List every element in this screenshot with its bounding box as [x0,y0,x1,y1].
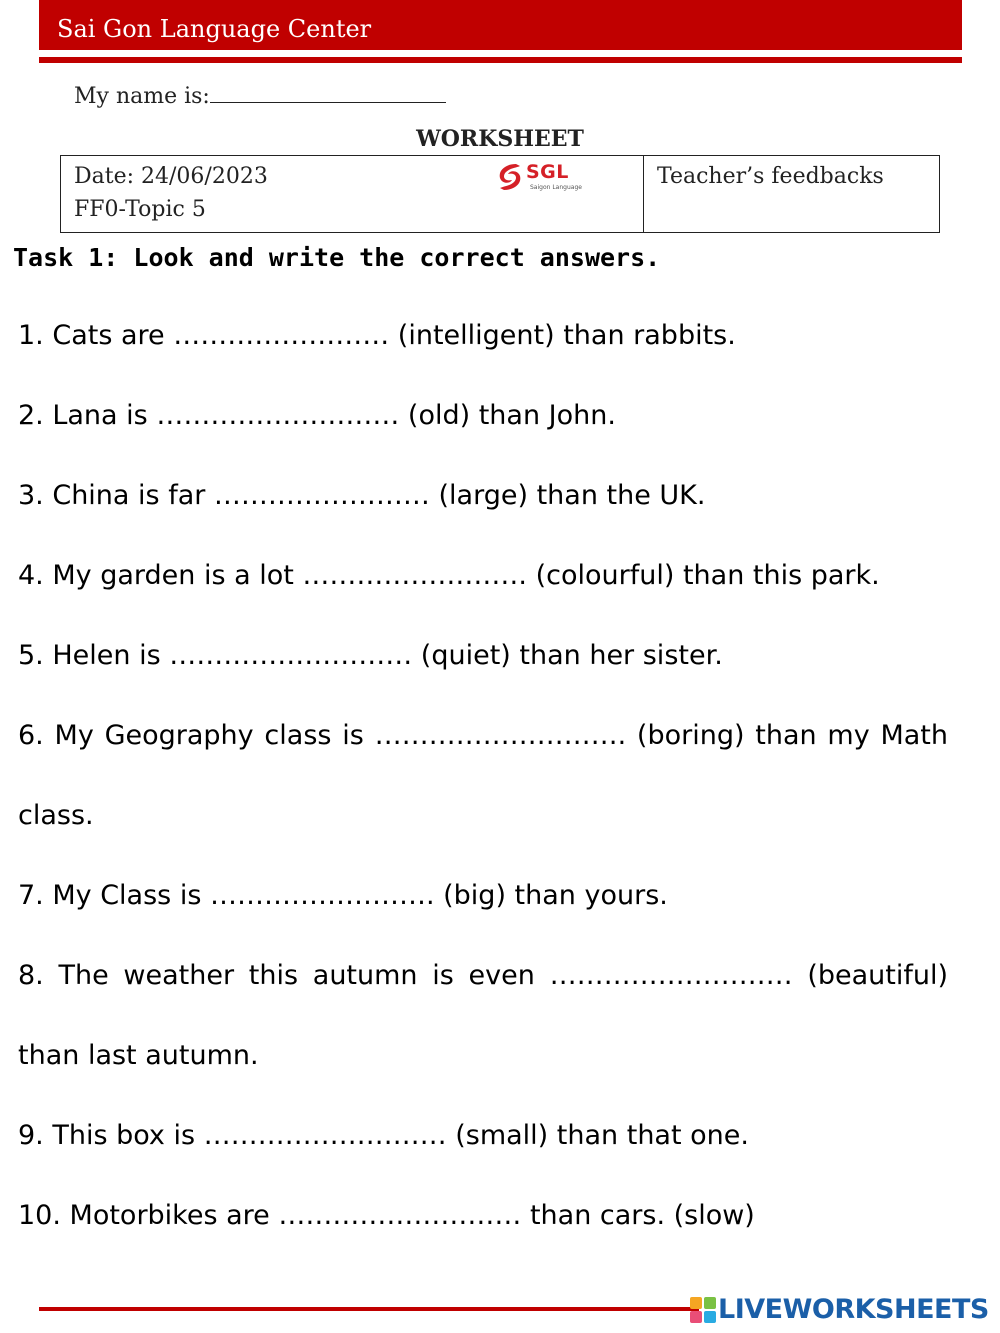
center-name: Sai Gon Language Center [57,15,372,43]
header-underline [39,57,962,63]
liveworksheets-brand: LIVEWORKSHEETS [718,1294,989,1325]
worksheet-title: WORKSHEET [416,126,584,152]
sgl-logo-subtext: Saigon Language [530,184,582,191]
topic-text: FF0-Topic 5 [74,197,206,222]
question-8: 8. The weather this autumn is even ……………………… (beautiful) than last autumn. [18,960,948,1071]
question-1: 1. Cats are …………………… (intelligent) than rabbits. [18,320,736,351]
question-3: 3. China is far …………………… (large) than the UK. [18,480,706,511]
task-title: Task 1: Look and write the correct answers. [13,243,661,272]
teacher-feedback-label: Teacher’s feedbacks [657,164,884,189]
footer-line [39,1307,699,1311]
name-blank[interactable] [210,84,446,103]
question-4: 4. My garden is a lot ……………………. (colourful) than this park. [18,560,880,591]
sgl-logo-text: SGL [526,161,569,183]
question-10: 10. Motorbikes are ……………………… than cars. (slow) [18,1200,755,1231]
date-text: Date: 24/06/2023 [74,164,268,189]
name-label: My name is: [74,84,210,109]
question-5: 5. Helen is ……………………… (quiet) than her sister. [18,640,723,671]
question-7: 7. My Class is ……………………. (big) than yours. [18,880,668,911]
liveworksheets-logo [690,1293,990,1329]
sgl-logo [494,160,594,196]
question-6: 6. My Geography class is ………………………. (boring) than my Math class. [18,720,948,831]
liveworksheets-squares-icon [690,1297,718,1325]
info-table [60,155,940,233]
question-9: 9. This box is ……………………… (small) than that one. [18,1120,749,1151]
info-cell-left [61,156,644,232]
sgl-swirl-icon [494,160,526,194]
question-2: 2. Lana is ……………………… (old) than John. [18,400,616,431]
student-name-row [74,84,446,109]
header-band [39,0,962,50]
